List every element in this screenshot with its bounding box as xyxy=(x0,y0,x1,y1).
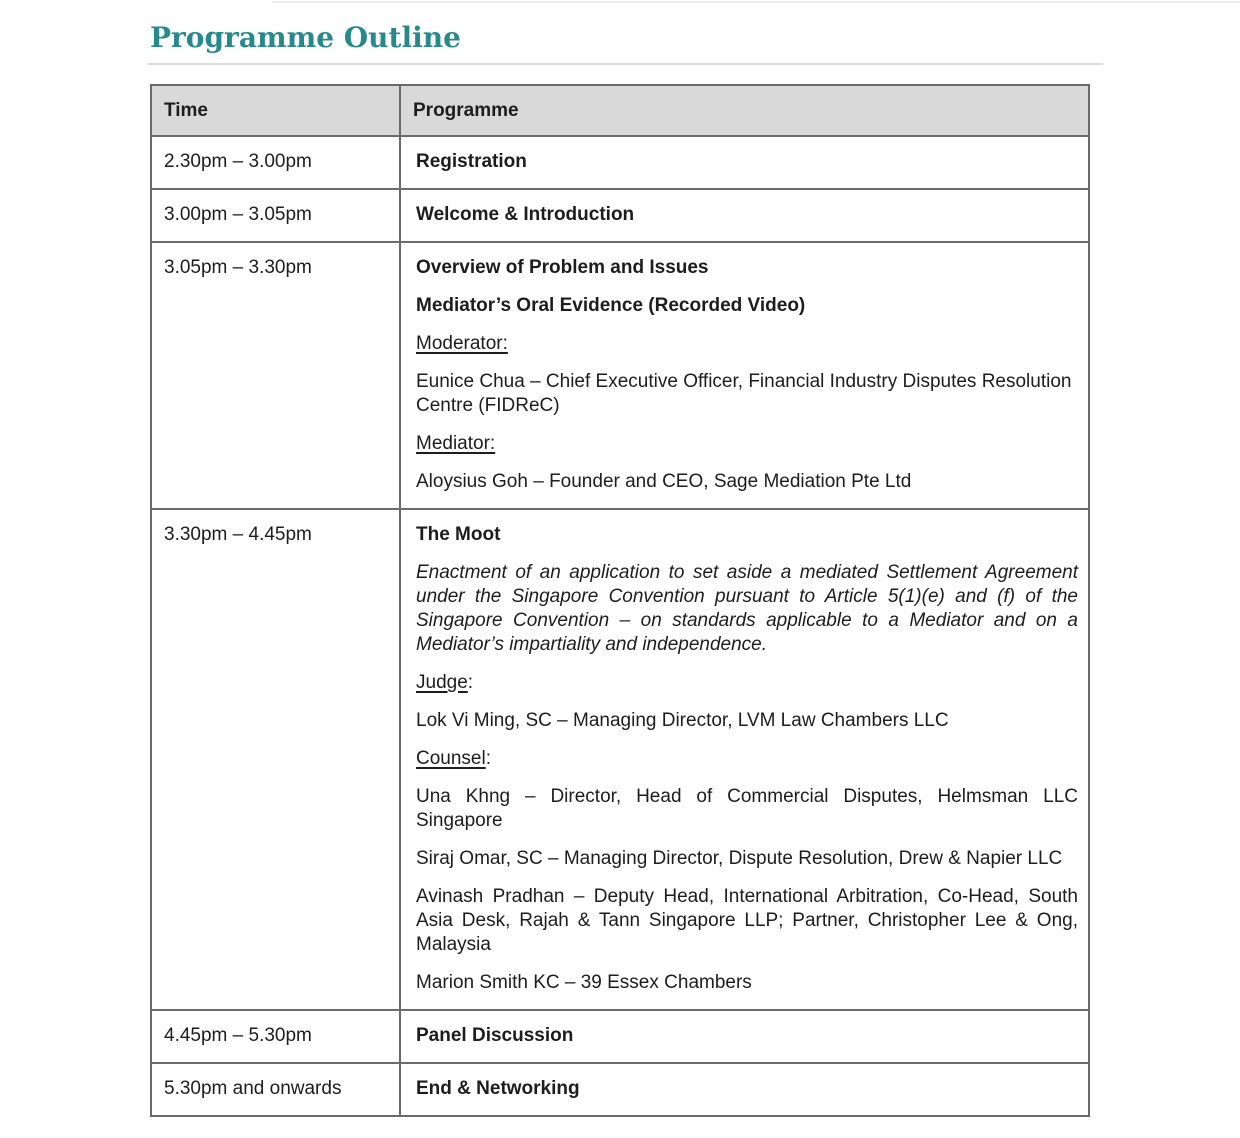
time-text: 3.05pm – 3.30pm xyxy=(164,257,312,278)
paragraph: Avinash Pradhan – Deputy Head, International Arbitration, Co-Head, South Asia Desk, Rajah & Tann Singapore LLP; Partner, Christopher Lee & Ong, Malaysia xyxy=(416,886,1078,955)
time-text: 2.30pm – 3.00pm xyxy=(164,151,312,172)
time-text: 3.30pm – 4.45pm xyxy=(164,524,312,545)
paragraph: Registration xyxy=(416,151,527,172)
table-row xyxy=(151,242,1089,509)
time-text: 5.30pm and onwards xyxy=(164,1078,342,1099)
programme-cell xyxy=(400,136,1089,189)
underlined-text: Counsel xyxy=(416,748,486,769)
paragraph: End & Networking xyxy=(416,1078,580,1099)
paragraph: The Moot xyxy=(416,524,501,545)
table-body xyxy=(151,136,1089,1116)
programme-cell xyxy=(400,1010,1089,1063)
time-cell xyxy=(151,136,400,189)
programme-cell xyxy=(400,242,1089,509)
time-cell xyxy=(151,189,400,242)
paragraph: Panel Discussion xyxy=(416,1025,574,1046)
table-row xyxy=(151,136,1089,189)
paragraph: Eunice Chua – Chief Executive Officer, Financial Industry Disputes Resolution Centre (FIDReC) xyxy=(416,371,1072,416)
top-divider xyxy=(272,1,1240,3)
paragraph: Marion Smith KC – 39 Essex Chambers xyxy=(416,972,752,993)
programme-table xyxy=(150,84,1090,1117)
paragraph: Welcome & Introduction xyxy=(416,204,635,225)
underlined-text: Mediator: xyxy=(416,433,496,454)
paragraph: Una Khng – Director, Head of Commercial Disputes, Helmsman LLC Singapore xyxy=(416,786,1078,831)
role-label: Judge: xyxy=(416,672,474,693)
title-divider xyxy=(148,63,1103,65)
paragraph: Overview of Problem and Issues xyxy=(416,257,709,278)
time-text: 4.45pm – 5.30pm xyxy=(164,1025,312,1046)
underlined-text: Judge xyxy=(416,672,468,693)
table-header xyxy=(151,85,1089,136)
role-label xyxy=(416,432,1078,456)
table-row xyxy=(151,1063,1089,1116)
time-cell xyxy=(151,1063,400,1116)
header-programme: Programme xyxy=(400,85,1089,136)
page-title: Programme Outline xyxy=(150,21,461,54)
table-row xyxy=(151,189,1089,242)
underlined-text: Moderator: xyxy=(416,333,508,354)
header-time: Time xyxy=(151,85,400,136)
time-cell xyxy=(151,509,400,1010)
paragraph: Enactment of an application to set aside a mediated Settlement Agreement under the Singapore Convention pursuant to Article 5(1)(e) and (f) of the Singapore Convention – on standards applicable to a Mediator and on a Mediator’s impartiality and independence. xyxy=(416,562,1078,655)
table-row xyxy=(151,509,1089,1010)
header-row xyxy=(151,85,1089,136)
programme-cell xyxy=(400,189,1089,242)
table-row xyxy=(151,1010,1089,1063)
programme-cell xyxy=(400,509,1089,1010)
programme-cell xyxy=(400,1063,1089,1116)
paragraph: Siraj Omar, SC – Managing Director, Dispute Resolution, Drew & Napier LLC xyxy=(416,848,1063,869)
paragraph: Lok Vi Ming, SC – Managing Director, LVM Law Chambers LLC xyxy=(416,710,949,731)
time-text: 3.00pm – 3.05pm xyxy=(164,204,312,225)
time-cell xyxy=(151,1010,400,1063)
paragraph: Mediator’s Oral Evidence (Recorded Video) xyxy=(416,295,806,316)
paragraph: Aloysius Goh – Founder and CEO, Sage Mediation Pte Ltd xyxy=(416,471,912,492)
time-cell xyxy=(151,242,400,509)
role-label: Counsel: xyxy=(416,748,491,769)
role-label xyxy=(416,332,1078,356)
